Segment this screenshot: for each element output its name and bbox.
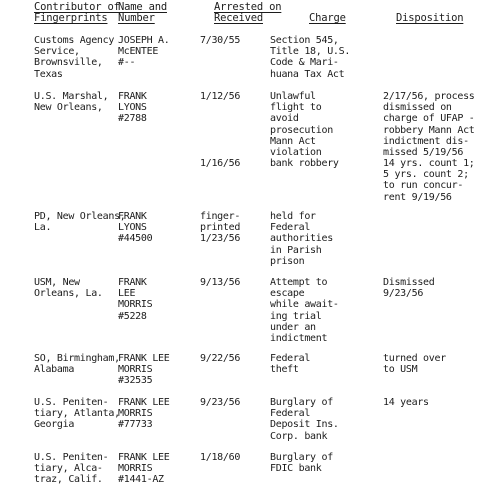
row-4-date: 9/13/56 [200, 277, 241, 288]
row-2-disposition: 14 yrs. count 1; 5 yrs. count 2; to run concur- rent 9/19/56 [383, 158, 475, 203]
row-1-contributor: U.S. Marshal, New Orleans, [34, 91, 109, 114]
row-0-date: 7/30/55 [200, 35, 241, 46]
header-disposition: Disposition [396, 12, 464, 24]
row-7-date: 1/18/60 [200, 452, 241, 463]
row-5-charge: Federal theft [270, 353, 311, 376]
row-3-contributor: PD, New Orleans, La. [34, 211, 126, 234]
row-4-charge: Attempt to escape while await- ing trial under an indictment [270, 277, 339, 345]
row-4-disposition: Dismissed 9/23/56 [383, 277, 435, 300]
row-3-charge: held for Federal authorities in Parish prison [270, 211, 333, 267]
header-name-number: Name and Number [118, 1, 167, 24]
row-7-contributor: U.S. Peniten- tiary, Alca- traz, Calif. [34, 452, 109, 486]
header-charge: Charge [309, 12, 346, 24]
row-1-disposition: 2/17/56, process dismissed on charge of UFAP - robbery Mann Act indictment dis- missed 5/19/56 [383, 91, 475, 159]
row-5-name: FRANK LEE MORRIS #32535 [118, 353, 170, 387]
row-4-contributor: USM, New Orleans, La. [34, 277, 103, 300]
row-3-name: FRANK LYONS #44500 [118, 211, 153, 245]
row-6-date: 9/23/56 [200, 397, 241, 408]
row-2-date: 1/16/56 [200, 158, 241, 169]
row-3-date: finger- printed 1/23/56 [200, 211, 241, 245]
row-7-name: FRANK LEE MORRIS #1441-AZ [118, 452, 170, 486]
row-0-name: JOSEPH A. McENTEE #-- [118, 35, 170, 69]
row-6-contributor: U.S. Peniten- tiary, Atlanta, Georgia [34, 397, 120, 431]
row-6-name: FRANK LEE MORRIS #77733 [118, 397, 170, 431]
row-1-date: 1/12/56 [200, 91, 241, 102]
row-1-charge: Unlawful flight to avoid prosecution Mann Act violation [270, 91, 333, 159]
row-4-name: FRANK LEE MORRIS #5228 [118, 277, 153, 322]
row-6-charge: Burglary of Federal Deposit Ins. Corp. bank [270, 397, 339, 442]
row-2-charge: bank robbery [270, 158, 339, 169]
row-6-disposition: 14 years [383, 397, 429, 408]
row-5-contributor: SO, Birmingham, Alabama [34, 353, 120, 376]
row-1-name: FRANK LYONS #2788 [118, 91, 147, 125]
row-0-charge: Section 545, Title 18, U.S. Code & Mari- huana Tax Act [270, 35, 351, 80]
row-5-disposition: turned over to USM [383, 353, 446, 376]
header-contributor: Contributor of Fingerprints [34, 1, 120, 24]
row-0-contributor: Customs Agency Service, Brownsville, Texas [34, 35, 115, 80]
row-5-date: 9/22/56 [200, 353, 241, 364]
row-7-charge: Burglary of FDIC bank [270, 452, 333, 475]
header-arrested-received: Arrested on Received [214, 1, 282, 24]
